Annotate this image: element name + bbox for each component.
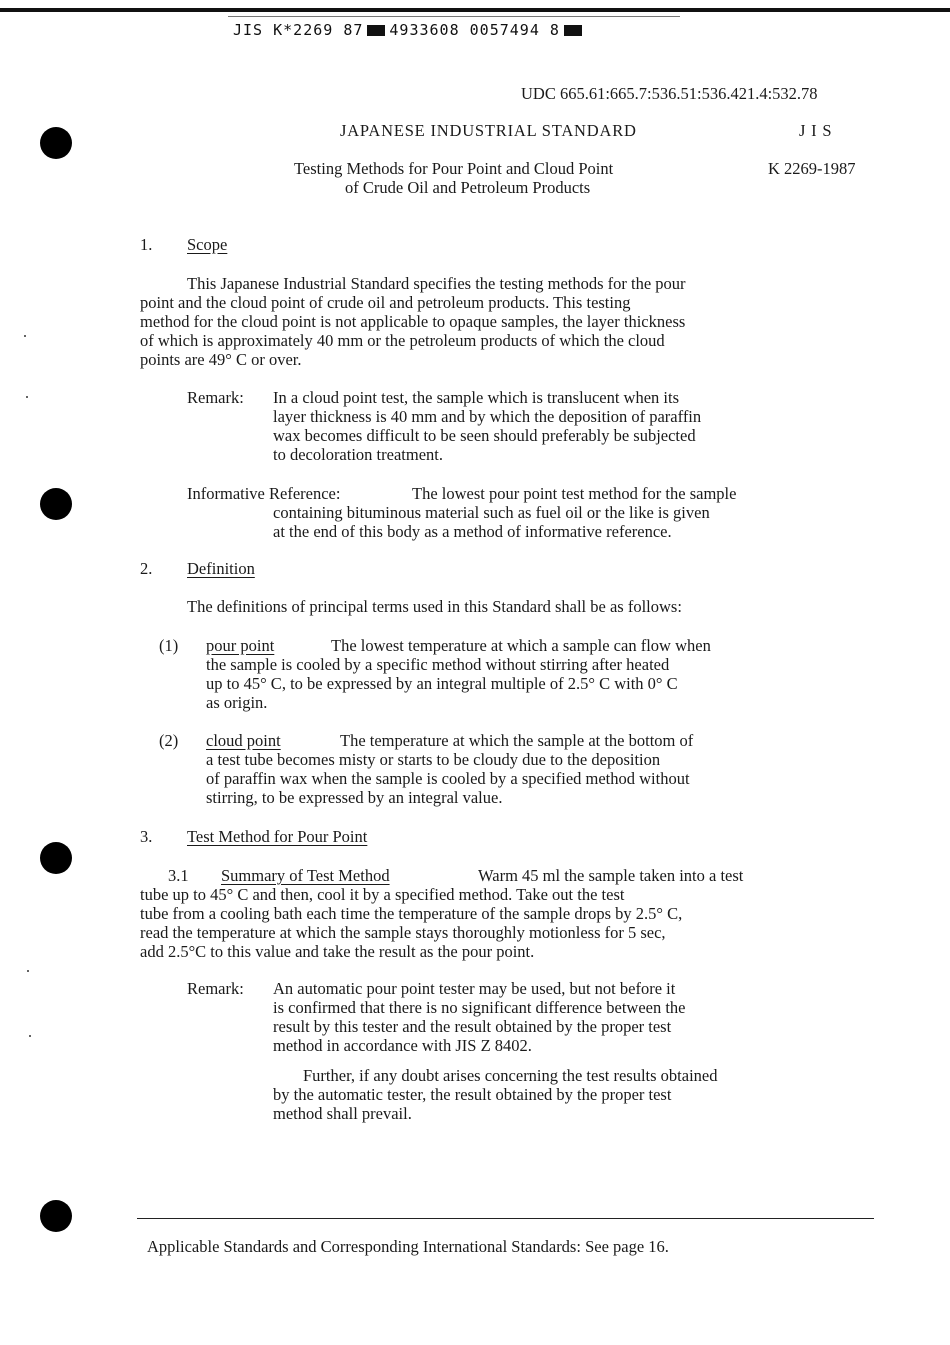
punch-hole <box>40 842 72 874</box>
scan-top-border <box>0 8 950 12</box>
subsection-3-1-first-line: Warm 45 ml the sample taken into a test <box>478 866 744 885</box>
standard-name: JAPANESE INDUSTRIAL STANDARD <box>340 121 637 140</box>
informative-reference-text <box>273 503 710 541</box>
definition-2-number: (2) <box>159 731 179 750</box>
paragraph-line: stirring, to be expressed by an integral value. <box>206 788 503 807</box>
section-2-number: 2. <box>140 559 153 578</box>
paragraph-line: containing bituminous material such as fuel oil or the like is given <box>273 503 710 522</box>
footer-note <box>147 1237 669 1256</box>
paragraph-line: method shall prevail. <box>273 1104 412 1123</box>
section-2-heading: Definition <box>187 559 255 578</box>
informative-reference-label: Informative Reference: <box>187 484 341 503</box>
remark-label: Remark: <box>187 979 244 998</box>
jis-mark: J I S <box>799 121 833 140</box>
definition-2-text <box>206 750 690 807</box>
footer-text: Applicable Standards and Corresponding International Standards: See page <box>147 1237 645 1256</box>
document-code-middle: 4933608 0057494 8 <box>389 21 560 39</box>
paragraph-line: as origin. <box>206 693 268 712</box>
paragraph-line: layer thickness is 40 mm and by which the deposition of paraffin <box>273 407 702 426</box>
paragraph-line: to decoloration treatment. <box>273 445 443 464</box>
subsection-3-1-text <box>140 885 682 961</box>
scan-speck <box>29 1035 31 1037</box>
paragraph-line: tube from a cooling bath each time the temperature of the sample drops by 2.5° C, <box>140 904 683 923</box>
redaction-block <box>367 25 385 36</box>
paragraph-line: the sample is cooled by a specific method without stirring after heated <box>206 655 670 674</box>
paragraph-line: result by this tester and the result obtained by the proper test <box>273 1017 672 1036</box>
footer-page-reference: 16. <box>648 1237 669 1256</box>
definition-1-first-line: The lowest temperature at which a sample can flow when <box>331 636 711 655</box>
section-1-heading: Scope <box>187 235 228 254</box>
paragraph-line: of paraffin wax when the sample is cooled by a specified method without <box>206 769 690 788</box>
document-code <box>233 21 586 40</box>
footer-rule <box>137 1218 874 1219</box>
punch-hole <box>40 488 72 520</box>
punch-hole <box>40 1200 72 1232</box>
paragraph-line: This Japanese Industrial Standard specifies the testing methods for the pour <box>187 274 686 293</box>
paragraph-line: add 2.5°C to this value and take the result as the pour point. <box>140 942 535 961</box>
document-code-prefix: JIS K*2269 87 <box>233 21 364 39</box>
scan-speck <box>27 970 29 972</box>
paragraph-line: up to 45° C, to be expressed by an integral multiple of 2.5° C with 0° C <box>206 674 678 693</box>
paragraph-line: points are 49° C or over. <box>140 350 302 369</box>
definition-2-term: cloud point <box>206 731 281 750</box>
title-line-1: Testing Methods for Pour Point and Cloud Point <box>294 159 614 178</box>
definition-1-term: pour point <box>206 636 275 655</box>
paragraph-line: method in accordance with JIS Z 8402. <box>273 1036 532 1055</box>
scope-paragraph <box>140 274 686 369</box>
section-3-heading: Test Method for Pour Point <box>187 827 368 846</box>
remark-text <box>273 979 686 1055</box>
paragraph-line: An automatic pour point tester may be used, but not before it <box>273 979 676 998</box>
paragraph-line: is confirmed that there is no significant difference between the <box>273 998 686 1017</box>
udc-code: UDC 665.61:665.7:536.51:536.421.4:532.78 <box>521 84 818 103</box>
paragraph-line: wax becomes difficult to be seen should preferably be subjected <box>273 426 696 445</box>
section-3-number: 3. <box>140 827 153 846</box>
remark-text <box>273 388 701 464</box>
section-1-number: 1. <box>140 235 153 254</box>
redaction-block <box>564 25 582 36</box>
paragraph-line: method for the cloud point is not applicable to opaque samples, the layer thickness <box>140 312 686 331</box>
scan-speck <box>24 335 26 337</box>
paragraph-line: point and the cloud point of crude oil and petroleum products. This testing <box>140 293 631 312</box>
scan-header-rule <box>228 16 680 17</box>
informative-reference-first-line: The lowest pour point test method for the sample <box>412 484 737 503</box>
paragraph-line: by the automatic tester, the result obtained by the proper test <box>273 1085 672 1104</box>
punch-hole <box>40 127 72 159</box>
remark-further-text <box>273 1066 717 1123</box>
paragraph-line: tube up to 45° C and then, cool it by a specified method. Take out the test <box>140 885 625 904</box>
definition-intro: The definitions of principal terms used in this Standard shall be as follows: <box>187 597 682 616</box>
definition-1-number: (1) <box>159 636 179 655</box>
paragraph-line: In a cloud point test, the sample which is translucent when its <box>273 388 679 407</box>
paragraph-line: read the temperature at which the sample stays thoroughly motionless for 5 sec, <box>140 923 666 942</box>
paragraph-line: Further, if any doubt arises concerning the test results obtained <box>303 1066 718 1085</box>
standard-number: K 2269-1987 <box>768 159 856 178</box>
paragraph-line: a test tube becomes misty or starts to be cloudy due to the deposition <box>206 750 661 769</box>
title-line-2: of Crude Oil and Petroleum Products <box>345 178 591 197</box>
definition-2-first-line: The temperature at which the sample at the bottom of <box>340 731 694 750</box>
scan-speck <box>26 396 28 398</box>
paragraph-line: at the end of this body as a method of informative reference. <box>273 522 672 541</box>
subsection-3-1-heading: Summary of Test Method <box>221 866 390 885</box>
subsection-3-1-number: 3.1 <box>168 866 189 885</box>
definition-1-text <box>206 655 678 712</box>
remark-label: Remark: <box>187 388 244 407</box>
paragraph-line: of which is approximately 40 mm or the petroleum products of which the cloud <box>140 331 665 350</box>
